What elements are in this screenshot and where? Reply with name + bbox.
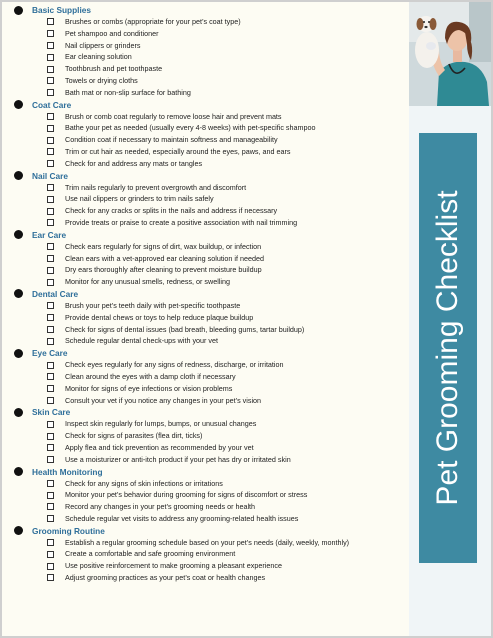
section-bullet-icon: [14, 171, 23, 180]
checklist-item-label: Check for any cracks or splits in the nails and address if necessary: [65, 206, 278, 216]
checkbox[interactable]: [47, 66, 54, 73]
checklist-item-label: Use positive reinforcement to make grooming a pleasant experience: [65, 561, 282, 571]
section-heading: [6, 170, 406, 182]
section-grooming-routine: [6, 525, 406, 584]
checklist-item: [6, 513, 406, 525]
checklist-item-label: Provide treats or praise to create a positive association with nail trimming: [65, 217, 298, 227]
checkbox[interactable]: [47, 89, 54, 96]
checklist-item: [6, 16, 406, 28]
checkbox[interactable]: [47, 42, 54, 49]
checklist-item-label: Trim or cut hair as needed, especially around the eyes, paws, and ears: [65, 146, 291, 156]
section-bullet-icon: [14, 289, 23, 298]
checklist-item: [6, 335, 406, 347]
section-heading: [6, 406, 406, 418]
checkbox[interactable]: [47, 539, 54, 546]
vet-puppy-photo-icon: [409, 2, 491, 106]
section-heading: [6, 99, 406, 111]
checkbox[interactable]: [47, 113, 54, 120]
checkbox[interactable]: [47, 208, 54, 215]
checklist-item: [6, 276, 406, 288]
checklist-item-label: Consult your vet if you notice any changes in your pet’s vision: [65, 395, 262, 405]
section-heading: [6, 288, 406, 300]
checkbox[interactable]: [47, 255, 54, 262]
checkbox[interactable]: [47, 243, 54, 250]
checkbox[interactable]: [47, 314, 54, 321]
checklist-content: [6, 4, 406, 584]
checklist-item-label: Pet shampoo and conditioner: [65, 28, 159, 38]
checklist-item: [6, 87, 406, 99]
section-title: Coat Care: [32, 99, 72, 110]
checklist-item: [6, 324, 406, 336]
checklist-item-label: Apply flea and tick prevention as recommended by your vet: [65, 442, 254, 452]
checkbox[interactable]: [47, 219, 54, 226]
checklist-item: [6, 193, 406, 205]
checkbox[interactable]: [47, 444, 54, 451]
checkbox[interactable]: [47, 302, 54, 309]
checklist-item-label: Monitor for any unusual smells, redness, or swelling: [65, 277, 230, 287]
section-coat-care: [6, 99, 406, 170]
section-title: Grooming Routine: [32, 525, 105, 536]
section-bullet-icon: [14, 467, 23, 476]
checklist-item: [6, 359, 406, 371]
section-title: Nail Care: [32, 170, 68, 181]
checklist-item-label: Brush or comb coat regularly to remove loose hair and prevent mats: [65, 111, 282, 121]
checkbox[interactable]: [47, 54, 54, 61]
checklist-item: [6, 63, 406, 75]
checkbox[interactable]: [47, 30, 54, 37]
checklist-item: [6, 430, 406, 442]
section-heading: [6, 347, 406, 359]
checklist-item-label: Bathe your pet as needed (usually every 4-8 weeks) with pet-specific shampoo: [65, 123, 316, 133]
checklist-item-label: Schedule regular vet visits to address any grooming-related health issues: [65, 513, 299, 523]
section-heading: [6, 525, 406, 537]
checklist-item-label: Trim nails regularly to prevent overgrowth and discomfort: [65, 182, 247, 192]
section-title: Basic Supplies: [32, 5, 92, 15]
checkbox[interactable]: [47, 433, 54, 440]
checkbox[interactable]: [47, 421, 54, 428]
checklist-item: [6, 158, 406, 170]
checklist-item-label: Check for and address any mats or tangles: [65, 158, 203, 168]
checklist-item-label: Nail clippers or grinders: [65, 40, 141, 50]
checkbox[interactable]: [47, 515, 54, 522]
title-band: [419, 133, 477, 563]
section-bullet-icon: [14, 349, 23, 358]
checklist-item-label: Establish a regular grooming schedule based on your pet’s needs (daily, weekly, monthly): [65, 537, 350, 547]
checklist-item-label: Create a comfortable and safe grooming environment: [65, 549, 236, 559]
section-nail-care: [6, 170, 406, 229]
section-title: Eye Care: [32, 348, 68, 359]
checkbox[interactable]: [47, 137, 54, 144]
checklist-item-label: Adjust grooming practices as your pet’s coat or health changes: [65, 573, 266, 583]
section-eye-care: [6, 347, 406, 406]
checklist-item-label: Check for signs of dental issues (bad breath, bleeding gums, tartar buildup): [65, 324, 305, 334]
checkbox[interactable]: [47, 338, 54, 345]
checkbox[interactable]: [47, 492, 54, 499]
checkbox[interactable]: [47, 385, 54, 392]
checklist-item-label: Condition coat if necessary to maintain softness and manageability: [65, 135, 278, 145]
section-bullet-icon: [14, 408, 23, 417]
checklist-item-label: Clean around the eyes with a damp cloth if necessary: [65, 371, 236, 381]
checklist-item: [6, 28, 406, 40]
section-dental-care: [6, 288, 406, 347]
checkbox[interactable]: [47, 196, 54, 203]
checkbox[interactable]: [47, 397, 54, 404]
checklist-item: [6, 418, 406, 430]
checklist-item-label: Brushes or combs (appropriate for your pet’s coat type): [65, 17, 241, 26]
vet-puppy-photo: [409, 2, 491, 106]
section-bullet-icon: [14, 230, 23, 239]
checklist-item: [6, 537, 406, 549]
section-bullet-icon: [14, 6, 23, 15]
section-bullet-icon: [14, 526, 23, 535]
checklist-item-label: Monitor your pet’s behavior during grooming for signs of discomfort or stress: [65, 490, 308, 500]
page-title: Pet Grooming Checklist: [431, 190, 464, 506]
checklist-item: [6, 75, 406, 87]
checklist-item: [6, 478, 406, 490]
checkbox[interactable]: [47, 362, 54, 369]
checklist-item: [6, 442, 406, 454]
checklist-item: [6, 501, 406, 513]
checkbox[interactable]: [47, 184, 54, 191]
checklist-item: [6, 560, 406, 572]
section-title: Skin Care: [32, 407, 71, 418]
section-bullet-icon: [14, 100, 23, 109]
checkbox[interactable]: [47, 456, 54, 463]
checklist-item: [6, 489, 406, 501]
checklist-item-label: Monitor for signs of eye infections or vision problems: [65, 383, 233, 393]
checklist-item: [6, 264, 406, 276]
section-title: Dental Care: [32, 288, 79, 299]
checklist-item: [6, 383, 406, 395]
section-basic-supplies: [6, 4, 406, 99]
section-health-monitoring: [6, 466, 406, 525]
checklist-item: [6, 371, 406, 383]
checkbox[interactable]: [47, 18, 54, 25]
checklist-item-label: Check for any signs of skin infections or irritations: [65, 478, 223, 488]
checklist-item-label: Brush your pet’s teeth daily with pet-specific toothpaste: [65, 300, 241, 310]
checkbox[interactable]: [47, 148, 54, 155]
checklist-item-label: Toothbrush and pet toothpaste: [65, 64, 163, 74]
checklist-item: [6, 572, 406, 584]
checkbox[interactable]: [47, 160, 54, 167]
checklist-item-label: Towels or drying cloths: [65, 75, 138, 85]
checklist-item-label: Ear cleaning solution: [65, 52, 132, 62]
checkbox[interactable]: [47, 480, 54, 487]
checklist-item: [6, 454, 406, 466]
checklist-item-label: Check ears regularly for signs of dirt, wax buildup, or infection: [65, 241, 262, 251]
section-heading: [6, 4, 406, 16]
checkbox[interactable]: [47, 551, 54, 558]
checklist-item: [6, 395, 406, 407]
checklist-item-label: Dry ears thoroughly after cleaning to prevent moisture buildup: [65, 265, 262, 275]
checkbox[interactable]: [47, 125, 54, 132]
checklist-item: [6, 312, 406, 324]
checklist-item-label: Inspect skin regularly for lumps, bumps, or unusual changes: [65, 419, 257, 429]
checkbox[interactable]: [47, 574, 54, 581]
checkbox[interactable]: [47, 563, 54, 570]
checkbox[interactable]: [47, 279, 54, 286]
checklist-item-label: Schedule regular dental check-ups with your vet: [65, 336, 219, 346]
checklist-item: [6, 134, 406, 146]
section-heading: [6, 466, 406, 478]
checkbox[interactable]: [47, 77, 54, 84]
section-title: Health Monitoring: [32, 466, 103, 477]
checklist-item: [6, 182, 406, 194]
section-heading: [6, 229, 406, 241]
section-title: Ear Care: [32, 229, 67, 240]
checklist-item-label: Check eyes regularly for any signs of redness, discharge, or irritation: [65, 360, 284, 370]
checkbox[interactable]: [47, 503, 54, 510]
checklist-item: [6, 111, 406, 123]
section-ear-care: [6, 229, 406, 288]
checklist-item-label: Clean ears with a vet-approved ear cleaning solution if needed: [65, 253, 264, 263]
checklist-item: [6, 217, 406, 229]
checklist-item-label: Check for signs of parasites (flea dirt, ticks): [65, 431, 203, 441]
checklist-item: [6, 122, 406, 134]
checklist-item: [6, 548, 406, 560]
checklist-item-label: Record any changes in your pet’s grooming needs or health: [65, 502, 256, 512]
checklist-item-label: Provide dental chews or toys to help reduce plaque buildup: [65, 312, 254, 322]
checkbox[interactable]: [47, 326, 54, 333]
checkbox[interactable]: [47, 373, 54, 380]
checkbox[interactable]: [47, 267, 54, 274]
checklist-item: [6, 146, 406, 158]
checklist-item-label: Use nail clippers or grinders to trim nails safely: [65, 194, 214, 204]
checklist-item: [6, 300, 406, 312]
checklist-item-label: Use a moisturizer or anti-itch product if your pet has dry or irritated skin: [65, 454, 291, 464]
checklist-item: [6, 253, 406, 265]
checklist-item: [6, 51, 406, 63]
checklist-item-label: Bath mat or non-slip surface for bathing: [65, 87, 191, 97]
section-skin-care: [6, 406, 406, 465]
checklist-item: [6, 205, 406, 217]
checklist-item: [6, 40, 406, 52]
checklist-item: [6, 241, 406, 253]
